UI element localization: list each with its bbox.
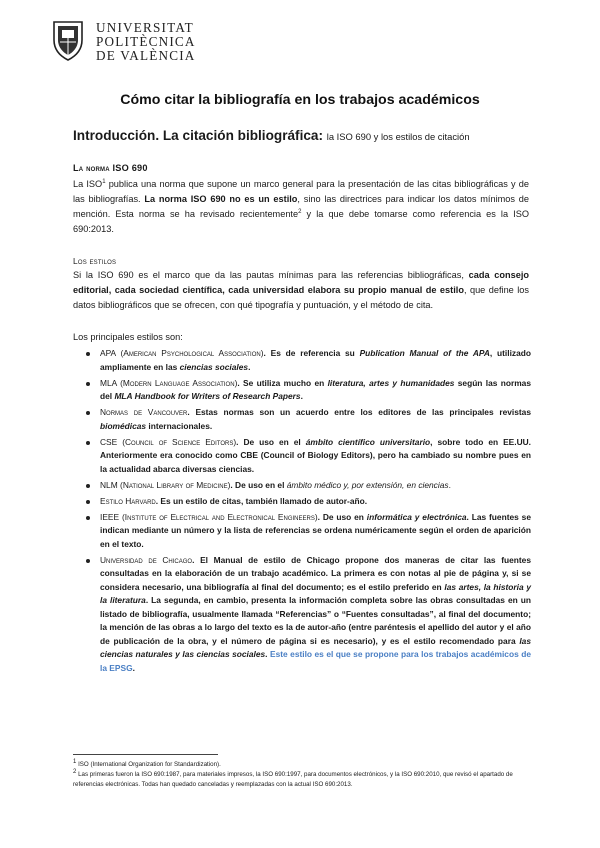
- intro-lead: Introducción. La citación bibliográfica:: [73, 128, 323, 143]
- section-heading-styles: Los estilos: [73, 256, 117, 266]
- epsg-style-link[interactable]: Este estilo es el que se propone para los trabajos académicos de la EPSG: [100, 649, 532, 673]
- text: y la que debe tomarse como referencia es la ISO 690:2013.: [73, 209, 529, 234]
- bullet-icon: [86, 500, 90, 504]
- text: publica una norma que supone un marco general para la presentación de las citas bibliográficas y de las bibliografías.: [73, 179, 529, 204]
- list-item: NLM (National Library of Medicine). De uso en el ámbito médico y, por extensión, en ciencias.: [73, 479, 531, 493]
- intro-rest: la ISO 690 y los estilos de citación: [326, 131, 470, 142]
- bullet-icon: [86, 484, 90, 488]
- emphasis: La norma ISO 690 no es un estilo: [144, 194, 298, 204]
- logo-line: UNIVERSITAT: [96, 20, 194, 35]
- intro-heading: [73, 128, 470, 143]
- list-item: IEEE (Institute of Electrical and Electronical Engineers). De uso en informática y electrónica. Las fuentes se indican mediante un número y la lista de referencias se ordena numéricamente según el orden de aparición en el texto.: [73, 511, 531, 552]
- text: La ISO: [73, 179, 103, 189]
- university-logo: [50, 18, 290, 70]
- crest-icon: [50, 18, 86, 62]
- bullet-icon: [86, 559, 90, 563]
- bullet-icon: [86, 441, 90, 445]
- styles-list: [73, 347, 531, 678]
- list-item-chicago: Universidad de Chicago. El Manual de estilo de Chicago propone dos maneras de citar las fuentes consultadas en la elaboración de un trabajo académico. La primera es con notas al pie de página y, si se considera necesario, una bibliografía al final del documento; es el estilo preferido en las artes, la historia y la literatura. La segunda, en cambio, presenta la información completa sobre las obras consultadas en un listado de bibliografía, usualmente llamada “Referencias” o “Fuentes consultadas”, al final del documento; la mención de las obras a lo largo del texto es la de autor-año (entre paréntesis el apellido del autor y el año de publicación de la obra, y el número de página si es necesario), y es el estilo recomendado para las ciencias naturales y las ciencias sociales. Este estilo es el que se propone para los trabajos académicos de la EPSG.: [73, 554, 531, 676]
- paragraph-iso: [73, 177, 529, 237]
- footnote-1: $^1$ ISO (International Organization for Standardization).: [73, 758, 221, 768]
- footnote-divider: [73, 754, 218, 755]
- list-item: APA (American Psychological Association). Es de referencia su Publication Manual of the APA, utilizado ampliamente en las ciencias sociales.: [73, 347, 531, 374]
- paragraph-styles: [73, 268, 529, 313]
- list-item: Estilo Harvard. Es un estilo de citas, también llamado de autor-año.: [73, 495, 531, 509]
- logo-line: DE VALÈNCIA: [96, 48, 196, 63]
- bullet-icon: [86, 516, 90, 520]
- list-item: Normas de Vancouver. Estas normas son un acuerdo entre los editores de las principales revistas biomédicas internacionales.: [73, 406, 531, 433]
- text: , que define los datos bibliográficos que se ofrecen, con qué tipografía y puntuación, y el método de cita.: [73, 285, 529, 310]
- bullet-icon: [86, 382, 90, 386]
- footnotes: [73, 760, 533, 790]
- logo-line: POLITÈCNICA: [96, 34, 196, 49]
- bullet-icon: [86, 411, 90, 415]
- list-item: MLA (Modern Language Association). Se utiliza mucho en literatura, artes y humanidades según las normas del MLA Handbook for Writers of Research Papers.: [73, 377, 531, 404]
- list-intro: Los principales estilos son:: [73, 332, 183, 342]
- emphasis: cada consejo editorial, cada sociedad científica, cada universidad elabora su propio manual de estilo: [73, 270, 529, 295]
- bullet-icon: [86, 352, 90, 356]
- footnote-2: $^2$ Las primeras fueron la ISO 690:1987, para materiales impresos, la ISO 690:1997, para documentos electrónicos, y la ISO 690:2010, que revisó el apartado de referencias electrónicas. Todas han quedado canceladas y reemplazadas con la actual ISO 690:2013.: [73, 768, 513, 788]
- document-title: Cómo citar la bibliografía en los trabajos académicos: [120, 92, 480, 108]
- footnote-ref[interactable]: 2: [298, 208, 302, 215]
- logo-wordmark: [96, 21, 196, 63]
- section-heading-iso: La norma ISO 690: [73, 163, 148, 173]
- text: , sino las directrices para indicar los datos mínimos de mención. Esta norma se ha revisado recientemente: [73, 194, 529, 219]
- list-item: CSE (Council of Science Editors). De uso en el ámbito científico universitario, sobre todo en EE.UU. Anteriormente era conocido como CBE (Council of Biology Editors), pero ha cambiado su nombre pues en la actualidad abarca diversas ciencias.: [73, 436, 531, 477]
- text: Si la ISO 690 es el marco que da las pautas mínimas para las referencias bibliográficas,: [73, 270, 469, 280]
- footnote-ref[interactable]: 1: [102, 178, 106, 185]
